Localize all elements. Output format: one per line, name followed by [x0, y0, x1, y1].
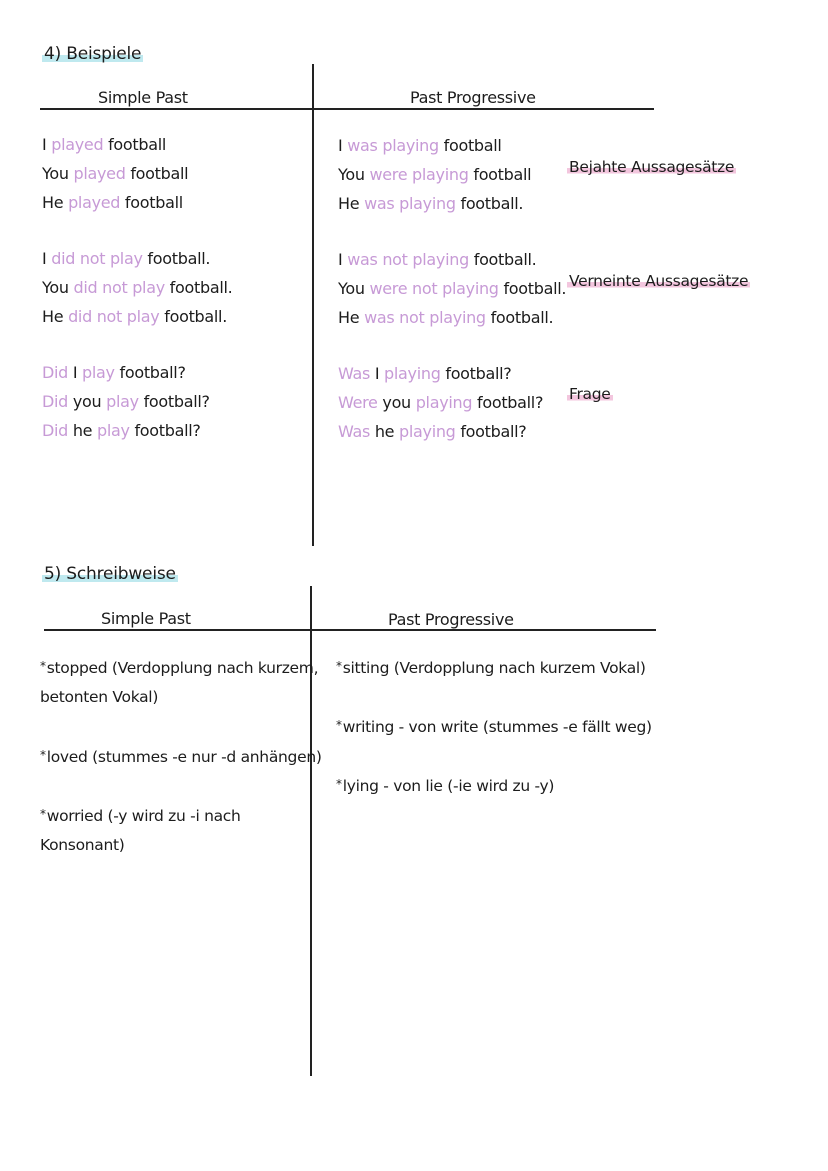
example-sentence: [42, 302, 232, 331]
rule-text: [40, 652, 318, 683]
example-sentence: [42, 244, 232, 273]
table-column-divider: [312, 64, 314, 546]
column-header-simple-past: Simple Past: [98, 88, 188, 107]
sentence-text: He: [338, 308, 365, 327]
asterisk-marker: *: [40, 659, 46, 673]
verb-form: were playing: [369, 165, 469, 184]
sentence-text: football?: [114, 363, 186, 382]
sentence-text: I: [42, 135, 52, 154]
sentence-text: football?: [129, 421, 201, 440]
verb-form: played: [73, 164, 126, 183]
sentence-text: football.: [498, 279, 567, 298]
sentence-text: football.: [164, 278, 233, 297]
section-heading-schreibweise: 5) Schreibweise: [44, 564, 176, 584]
sentence-text: football: [120, 193, 183, 212]
example-group-left: [42, 130, 188, 217]
spelling-rule: [40, 800, 241, 860]
asterisk-marker: *: [40, 807, 46, 821]
example-group-left: [42, 244, 232, 331]
example-sentence: [42, 387, 210, 416]
verb-form: play: [82, 363, 115, 382]
column-header-past-progressive: Past Progressive: [410, 88, 536, 107]
sentence-text: football: [438, 136, 502, 155]
table-header-rule: [40, 108, 654, 110]
verb-form: was not playing: [347, 250, 469, 269]
rule-line: betonten Vokal): [40, 688, 159, 706]
sentence-text: football.: [468, 250, 537, 269]
sentence-text: I: [338, 250, 348, 269]
sentence-text: football.: [455, 194, 524, 213]
rule-text: [336, 711, 652, 742]
verb-form: played: [51, 135, 104, 154]
verb-form: did not play: [68, 307, 160, 326]
verb-form: playing: [384, 364, 441, 383]
asterisk-marker: *: [336, 659, 342, 673]
example-sentence: [338, 303, 566, 332]
example-group-right: [338, 359, 543, 446]
verb-form: Were: [338, 393, 378, 412]
rule-line: loved (stummes -e nur -d anhängen): [46, 748, 322, 766]
rule-line: lying - von lie (-ie wird zu -y): [342, 777, 555, 795]
asterisk-marker: *: [336, 718, 342, 732]
sentence-text: You: [338, 165, 370, 184]
verb-form: Was: [338, 364, 371, 383]
verb-form: play: [97, 421, 130, 440]
spelling-rule: [40, 652, 318, 712]
example-sentence: [338, 274, 566, 303]
sentence-text: football: [125, 164, 189, 183]
example-sentence: [42, 188, 188, 217]
example-sentence: [42, 159, 188, 188]
sentence-text: You: [42, 278, 74, 297]
sentence-text: football.: [485, 308, 554, 327]
group-label-verneinte: Verneinte Aussagesätze: [569, 272, 749, 290]
table-header-rule: [44, 629, 656, 631]
rule-line: stopped (Verdopplung nach kurzem,: [46, 659, 319, 677]
sentence-text: he: [370, 422, 400, 441]
sentence-text: He: [42, 193, 69, 212]
sentence-text: you: [68, 392, 107, 411]
example-group-left: [42, 358, 210, 445]
verb-form: was playing: [347, 136, 439, 155]
verb-form: play: [106, 392, 139, 411]
sentence-text: I: [68, 363, 83, 382]
verb-form: was not playing: [364, 308, 486, 327]
spelling-rule: [336, 652, 646, 683]
sentence-text: You: [42, 164, 74, 183]
section-heading-beispiele: 4) Beispiele: [44, 44, 142, 64]
example-sentence: [42, 273, 232, 302]
sentence-text: He: [338, 194, 365, 213]
sentence-text: he: [68, 421, 97, 440]
verb-form: Was: [338, 422, 371, 441]
verb-form: were not playing: [369, 279, 499, 298]
rule-line: worried (-y wird zu -i nach: [46, 807, 241, 825]
asterisk-marker: *: [40, 748, 46, 762]
example-sentence: [338, 160, 531, 189]
example-sentence: [42, 130, 188, 159]
sentence-text: I: [338, 136, 348, 155]
sentence-text: You: [338, 279, 370, 298]
sentence-text: football.: [142, 249, 211, 268]
verb-form: did not play: [73, 278, 165, 297]
verb-form: Did: [42, 392, 69, 411]
spelling-rule: [336, 770, 554, 801]
example-sentence: [42, 416, 210, 445]
spelling-rule: [40, 741, 322, 772]
rule-text: [40, 741, 322, 772]
column-header-past-progressive: Past Progressive: [388, 610, 514, 629]
group-label-bejahte: Bejahte Aussagesätze: [569, 158, 735, 176]
verb-form: Did: [42, 421, 69, 440]
example-sentence: [338, 417, 543, 446]
rule-line: writing - von write (stummes -e fällt weg): [342, 718, 652, 736]
sentence-text: football?: [440, 364, 512, 383]
example-sentence: [42, 358, 210, 387]
verb-form: playing: [415, 393, 473, 412]
sentence-text: football?: [455, 422, 527, 441]
sentence-text: I: [42, 249, 52, 268]
sentence-text: you: [377, 393, 416, 412]
rule-line: Konsonant): [40, 836, 125, 854]
sentence-text: football: [468, 165, 532, 184]
sentence-text: football?: [472, 393, 544, 412]
example-group-right: [338, 245, 566, 332]
group-label-frage: Frage: [569, 385, 611, 403]
sentence-text: I: [370, 364, 385, 383]
asterisk-marker: *: [336, 777, 342, 791]
sentence-text: football: [103, 135, 167, 154]
example-sentence: [338, 245, 566, 274]
rule-text: [40, 683, 318, 712]
example-sentence: [338, 189, 531, 218]
verb-form: playing: [399, 422, 456, 441]
verb-form: was playing: [364, 194, 456, 213]
verb-form: played: [68, 193, 121, 212]
example-sentence: [338, 131, 531, 160]
sentence-text: He: [42, 307, 69, 326]
example-sentence: [338, 388, 543, 417]
rule-text: [336, 652, 646, 683]
sentence-text: football?: [138, 392, 210, 411]
rule-text: [40, 831, 241, 860]
rule-line: sitting (Verdopplung nach kurzem Vokal): [342, 659, 646, 677]
example-group-right: [338, 131, 531, 218]
spelling-rule: [336, 711, 652, 742]
verb-form: Did: [42, 363, 69, 382]
verb-form: did not play: [51, 249, 143, 268]
rule-text: [40, 800, 241, 831]
sentence-text: football.: [159, 307, 227, 326]
rule-text: [336, 770, 554, 801]
example-sentence: [338, 359, 543, 388]
column-header-simple-past: Simple Past: [101, 609, 191, 628]
